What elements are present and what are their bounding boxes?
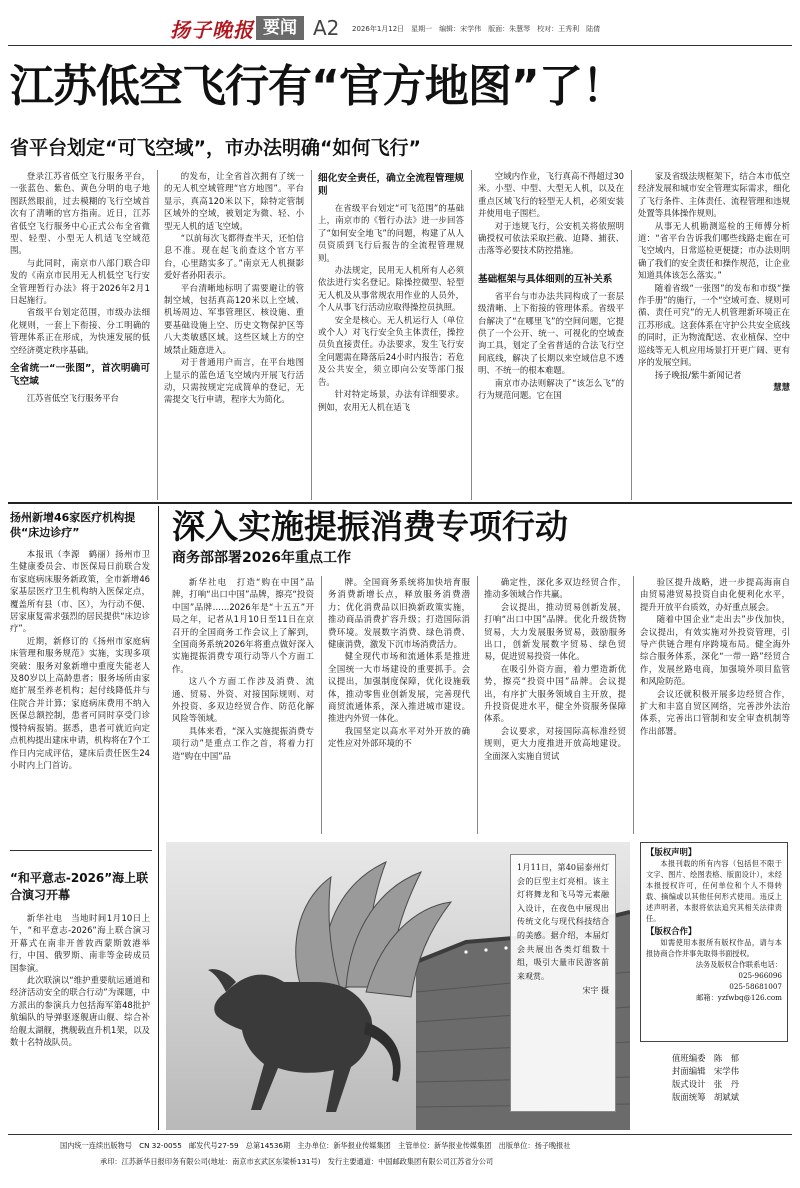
- column-divider: [157, 170, 158, 500]
- paragraph: 随着省级“一张图”的发布和市级“操作手册”的施行，一个“空域可查、规则可循、责任可究”的无人机管理新环境正在江苏形成。这套体系在守护公共安全底线的同时，正为物流配送、农业植保、空中巡线等无人机应用场景打开更广阔、更有序的发展空间。: [638, 282, 790, 368]
- footer-line-1: 国内统一连续出版物号 CN 32-0055 邮发代号27-59 总第14536期 主办单位：新华报业传媒集团 主管单位：新华报业传媒集团 出版单位：扬子晚报社: [60, 1141, 571, 1150]
- column-divider: [311, 170, 312, 500]
- notice-title-1: 【版权声明】: [646, 847, 697, 857]
- notice-email: 邮箱：yzfwbq@126.com: [696, 993, 782, 1002]
- paragraph: 验区提升战略，进一步提高海南自由贸易港贸易投资自由化便利化水平，提升开放平台质效，办好重点展会。: [640, 577, 790, 612]
- paragraph: 新华社电 当地时间1月10日上午，“和平意志-2026”海上联合演习开幕式在南非开普敦西蒙斯敦港举行，中国、俄罗斯、南非等金砖成员国参演。: [10, 913, 150, 973]
- notice-phone-1: 025-966096: [738, 971, 782, 980]
- paragraph: 在吸引外资方面，着力塑造新优势，擦亮“投资中国”品牌。会议提出，有序扩大服务领域自主开放，提升投资促进水平，健全外资服务保障体系。: [484, 663, 626, 724]
- paragraph: 与此同时，南京市八部门联合印发的《南京市民用无人机低空飞行安全管理暂行办法》将于2026年2月1日起施行。: [10, 257, 150, 306]
- footer-rule: [8, 1134, 792, 1135]
- side2-headline: “和平意志-2026”海上联合演习开幕: [10, 871, 149, 902]
- editor-name: 宋学伟: [713, 1066, 739, 1076]
- paragraph: 空域内作业，飞行真高不得超过30米。小型、中型、大型无人机，以及在重点区域飞行的轻型无人机，必须安装并使用电子围栏。: [478, 171, 624, 219]
- paragraph: 对于违规飞行，公安机关将依照明确授权可依法采取拦截、迫降、捕获、击落等必要技术防控措施。: [478, 220, 624, 256]
- copyright-notice: [640, 842, 788, 1042]
- story2-subhead: 商务部部署2026年重点工作: [172, 550, 351, 566]
- story2-column-3: [484, 576, 626, 834]
- editor-role: 封面编辑: [672, 1066, 706, 1076]
- editor-role: 版面统筹: [672, 1092, 706, 1102]
- notice-contact-label: 法务及版权合作联系电话：: [695, 960, 782, 969]
- paragraph: 会议要求，对接国际高标准经贸规则，更大力度推进开放高地建设。全面深入实施自贸试: [484, 725, 626, 761]
- section-rule: [8, 502, 792, 504]
- editor-name: 陈 郁: [713, 1053, 739, 1063]
- paragraph: 南京市办法则解决了“该怎么飞”的行为规范问题。它在国: [478, 377, 624, 401]
- lead-subheading-2: 细化安全责任，确立全流程管理规则: [318, 173, 464, 197]
- paragraph: 省级平台划定范围，市级办法细化规则，一套上下衔接、分工明确的管理体系正在形成，为快速发展的低空经济奠定秩序基础。: [10, 307, 150, 355]
- paragraph: 随着中国企业“走出去”步伐加快，会议提出，有效实施对外投资管理，引导产供链合理有序跨境布局。健全海外综合服务体系，深化“一带一路”经贸合作，发展丝路电商，加强境外项目监管和风险防范。: [640, 614, 790, 687]
- editor-row: [672, 1052, 788, 1065]
- paragraph: 江苏省低空飞行服务平台: [26, 393, 119, 404]
- lead-column-3: [318, 170, 464, 496]
- column-divider: [631, 170, 632, 500]
- photo-credit: 宋宇 摄: [582, 986, 609, 996]
- section-label: 要闻: [256, 16, 304, 40]
- paragraph: 对于普通用户而言，在平台地图上显示的蓝色适飞空域内开展飞行活动，只需按规定完成简单的登记，无需提交飞行申请，程序大为简化。: [164, 357, 304, 405]
- editor-role: 值班编委: [672, 1053, 706, 1063]
- lead-column-1: [10, 170, 150, 496]
- paragraph: 会议提出，推动贸易创新发展，打响“出口中国”品牌。优化升级货物贸易，大力发展服务贸易，鼓励服务出口，创新发展数字贸易、绿色贸易，促进贸易投资一体化。: [484, 601, 626, 662]
- paragraph: 省平台与市办法共同构成了一套层级清晰、上下衔接的管理体系。省级平台解决了“在哪里飞”的空间问题，它提供了一个公开、统一、可视化的空域查询工具，划定了全省普适的合法飞行空间底线，解决了长期以来空域信息不透明、不统一的根本难题。: [478, 290, 624, 376]
- editor-credits: [672, 1052, 788, 1104]
- footer-line-2: 承印：江苏新华日报印务有限公司(地址：南京市玄武区东梁桥131号) 发行主要通道：中国邮政集团有限公司江苏省分公司: [100, 1157, 494, 1166]
- editor-row: [672, 1065, 788, 1078]
- page-number: A2: [313, 16, 340, 40]
- story2-headline: 深入实施提振消费专项行动: [172, 507, 568, 546]
- paragraph: 家及省级法规框架下，结合本市低空经济发展和城市安全管理实际需求，细化了飞行条件、主体责任、流程管理和违规处置等具体操作规则。: [638, 171, 790, 219]
- masthead: [0, 0, 800, 44]
- paragraph: 从事无人机勘测巡检的王师傅分析道：“省平台告诉我们哪些线路走廊在可飞空域内，日常巡检更便捷；市办法则明确了我们的安全责任和操作规范，让企业知道具体该怎么落实。”: [638, 220, 790, 281]
- paragraph: 登录江苏省低空飞行服务平台，一张蓝色、紫色、黄色分明的电子地图跃然眼前，过去模糊的飞行空域首次有了清晰的官方指南。近日，江苏省低空飞行服务中心正式公布全省微型、轻型、小型无人机适飞空域范围。: [10, 171, 150, 256]
- paragraph: 具体来看，“深入实施提振消费专项行动”是重点工作之首，将着力打造“购在中国”品: [172, 725, 314, 761]
- column-divider: [321, 576, 322, 834]
- masthead-rule: [8, 45, 792, 46]
- notice-title-2: 【版权合作】: [646, 926, 697, 936]
- story2-column-1: [172, 576, 314, 834]
- paragraph: 安全是核心。无人机运行人（单位或个人）对飞行安全负主体责任，操控员负直接责任。办法要求，发生飞行安全问题需在降落后24小时内报告；若危及公共安全，须立即向公安等部门报告。: [318, 314, 464, 387]
- paragraph: 确定性，深化多双边经贸合作，推动多领域合作共赢。: [484, 577, 626, 600]
- sidebar-rule: [10, 850, 152, 851]
- paragraph: 在省级平台划定“可飞范围”的基础上，南京市的《暂行办法》进一步回答了“如何安全地飞”的问题，构建了从人员资质到飞行后报告的全流程管理规则。: [318, 203, 464, 263]
- editor-row: [672, 1091, 788, 1104]
- issue-meta: 2026年1月12日 星期一 编辑：宋学伟 版面：朱慧琴 校对：王秀利 陆倩: [352, 25, 601, 33]
- editor-name: 张 丹: [713, 1079, 739, 1089]
- editor-name: 胡斌斌: [713, 1092, 739, 1102]
- lead-column-2: [164, 170, 304, 496]
- paragraph: 此次联演以“维护重要航运通道和经济活动安全的联合行动”为课题，中方派出的参演兵力包括海军第48批护航编队的导弹驱逐舰唐山舰、综合补给舰太湖舰，携舰载直升机1架，以及数十名特战队员。: [10, 975, 150, 1048]
- paragraph: 针对特定场景，办法有详细要求。例如，农用无人机在适飞: [318, 389, 464, 412]
- lead-column-5: [638, 170, 790, 496]
- paragraph: 平台清晰地标明了需要避让的管制空域，包括真高120米以上空域、机场周边、军事管理区、核设施、重要基础设施上空、历史文物保护区等八大类敏感区域。这些区域上方的空域禁止随意进入。: [164, 282, 304, 355]
- paragraph: 这八个方面工作涉及消费、流通、贸易、外资、对接国际规则、对外投资、多双边经贸合作、防范化解风险等领域。: [172, 676, 314, 724]
- photo-caption-box: [510, 854, 616, 1112]
- lead-column-4: [478, 170, 624, 496]
- notice-body-1: 本报刊载的所有内容（包括但不限于文字、图片、绘图表格、版面设计），未经本报授权许可，任何单位和个人不得转载、摘编或以其他任何形式使用。违反上述声明者，本报将依法追究其相关法律责任。: [646, 859, 782, 923]
- editor-row: [672, 1078, 788, 1091]
- lead-headline: 江苏低空飞行有“官方地图”了！: [10, 61, 625, 112]
- paragraph: 健全现代市场和流通体系是推进全国统一大市场建设的重要抓手。会议提出，加强制度保障，优化设施载体，推动零售业创新发展，完善现代商贸流通体系，深入推进城市建设。推进内外贸一体化。: [328, 651, 470, 724]
- notice-body-2: 如需使用本报所有版权作品，请与本报协商合作并事先取得书面授权。: [646, 938, 782, 958]
- paragraph: 我国坚定以高水平对外开放的确定性应对外部环境的不: [328, 725, 470, 749]
- lead-subheading-1: 全省统一“一张图”，首次明确可飞空域: [10, 363, 150, 388]
- newspaper-logo: 扬子晚报: [170, 18, 254, 42]
- editor-role: 版式设计: [672, 1079, 706, 1089]
- side1-headline: 扬州新增46家医疗机构提供“床边诊疗”: [10, 511, 136, 539]
- lead-subhead: 省平台划定“可飞空域”，市办法明确“如何飞行”: [10, 137, 421, 159]
- notice-phone-2: 025-58681007: [729, 982, 782, 991]
- column-divider: [477, 576, 478, 834]
- side2-body: [10, 912, 150, 1124]
- paragraph: 会议还就积极开展多边经贸合作，扩大和丰富自贸区网络，完善涉外法治体系，完善出口管制和安全审查机制等作出部署。: [640, 688, 790, 736]
- byline-name: 慧慧: [773, 381, 790, 392]
- side1-body: [10, 548, 150, 838]
- story2-column-4: [640, 576, 790, 834]
- sidebar-divider: [158, 506, 159, 1130]
- story2-column-2: [328, 576, 470, 834]
- paragraph: 牌。全国商务系统将加快培育服务消费新增长点，释放服务消费潜力；优化消费品以旧换新政策实施，推动商品消费扩容升级；打造国际消费环境。发展数字消费、绿色消费、健康消费，激发下沉市场消费活力。: [328, 577, 470, 650]
- paragraph: 新华社电 打造“购在中国”品牌，打响“出口中国”品牌，擦亮“投资中国”品牌……2026年是“十五五”开局之年，记者从1月10日至11日在京召开的全国商务工作会议上了解到，全国商务系统2026年将重点做好深入实施提振消费专项行动等八个方面工作。: [172, 577, 314, 674]
- photo-caption: 1月11日，第40届泰州灯会的巨型主灯亮相。该主灯将舞龙和飞马等元素融入设计，在夜色中展现出传统文化与现代科技结合的美感。据介绍，本届灯会共展出各类灯组数十组，吸引大量市民游客前来观赏。: [517, 863, 609, 981]
- column-divider: [633, 576, 634, 834]
- paragraph: 近期，新修订的《扬州市家庭病床管理和服务规范》实施，实现多项突破：服务对象新增中重度失能老人及80岁以上高龄患者；服务场所由家庭扩展至养老机构；起付线降低并与住院合并计算；家庭病床费用不纳入医保总额控制，患者可同时享受门诊慢特病报销。据悉，患者可就近向定点机构提出建床申请，机构将在7个工作日内完成评估，建床后责任医生24小时内上门首访。: [10, 635, 150, 770]
- column-divider: [471, 170, 472, 500]
- paragraph: “以前每次飞都得查半天，还怕信息不准。现在起飞前查这个官方平台，心里踏实多了。”南京无人机摄影爱好者孙阳表示。: [164, 233, 304, 281]
- paragraph: 本报讯（李源 鹤丽）扬州市卫生健康委员会、市医保局日前联合发布家庭病床服务新政策，全市新增46家基层医疗卫生机构纳入医保定点，覆盖所有县（市、区），为行动不便、居家康复需求强烈的居民提供“床边诊疗”。: [10, 549, 150, 634]
- paragraph: 的发布，让全省首次拥有了统一的无人机空域管理“官方地图”。平台显示，真高120米以下，除特定管制区域外的空域，被划定为微、轻、小型无人机的适飞空域。: [164, 171, 304, 231]
- lantern-photo: [166, 842, 630, 1130]
- paragraph: 办法规定，民用无人机所有人必须依法进行实名登记。除操控微型、轻型无人机及从事常规农用作业的人员外，个人从事飞行活动应取得操控员执照。: [318, 265, 464, 313]
- lead-subheading-3: 基础框架与具体细则的互补关系: [478, 273, 613, 285]
- byline: 扬子晚报/紫牛新闻记者: [654, 369, 742, 380]
